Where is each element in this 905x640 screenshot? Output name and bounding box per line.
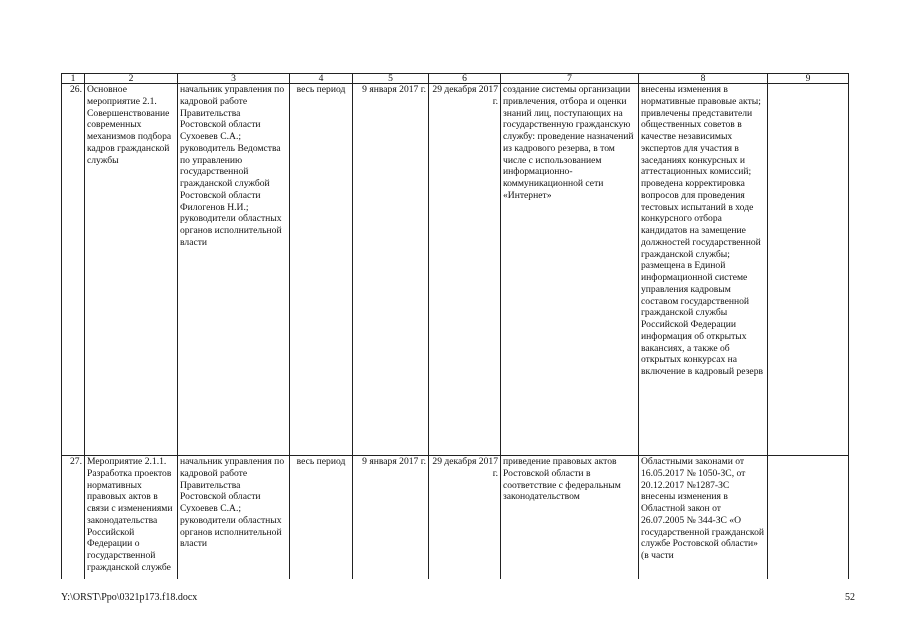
period-cell: весь период <box>290 456 353 580</box>
row-number: 26. <box>62 84 85 456</box>
executor-cell: начальник управления по кадровой работе Правительства Ростовской области Сухоевев С.А.; руководитель Ведомства по управлению государственной гражданской службой Ростовской области Филогенов Н.И.; руководители областных органов исполнительной власти <box>178 84 290 456</box>
column-number: 3 <box>178 74 290 84</box>
actual-result-cell: Областными законами от 16.05.2017 № 1050-ЗС, от 20.12.2017 №1287-ЗС внесены изменения в Областной закон от 26.07.2005 № 344-ЗС «О государственной гражданской службе Ростовской области» (в части <box>639 456 768 580</box>
report-table <box>61 73 849 579</box>
column-number: 7 <box>501 74 639 84</box>
column-number: 4 <box>290 74 353 84</box>
table-row <box>62 84 849 456</box>
column-number: 2 <box>85 74 178 84</box>
row-number: 27. <box>62 456 85 580</box>
period-cell: весь период <box>290 84 353 456</box>
column-number-row <box>62 74 849 84</box>
page-number: 52 <box>845 592 855 603</box>
column-number: 1 <box>62 74 85 84</box>
column-number: 9 <box>768 74 849 84</box>
actual-result-cell: внесены изменения в нормативные правовые акты; привлечены представители общественных советов в качестве независимых экспертов для участия в заседаниях конкурсных и аттестационных комиссий; проведена корректировка вопросов для проведения тестовых испытаний в ходе конкурсного отбора кандидатов на замещение должностей государственной гражданской службы; размещена в Единой информационной системе управления кадровым составом государственной гражданской службы Российской Федерации информация об открытых вакансиях, а также об открытых конкурсах на включение в кадровый резерв <box>639 84 768 456</box>
executor-cell: начальник управления по кадровой работе Правительства Ростовской области Сухоевев С.А.; руководители областных органов исполнительной власти <box>178 456 290 580</box>
column-number: 5 <box>353 74 429 84</box>
start-date-cell: 9 января 2017 г. <box>353 456 429 580</box>
table-row <box>62 456 849 580</box>
start-date-cell: 9 января 2017 г. <box>353 84 429 456</box>
expected-result-cell: приведение правовых актов Ростовской области в соответствие с федеральным законодательством <box>501 456 639 580</box>
column-number: 8 <box>639 74 768 84</box>
expected-result-cell: создание системы организации привлечения, отбора и оценки знаний лиц, поступающих на государственную гражданскую службу: проведение назначений из кадрового резерва, в том числе с использованием информационно- коммуникационной сети «Интернет» <box>501 84 639 456</box>
footer-file-path: Y:\ORST\Ppo\0321p173.f18.docx <box>61 592 198 603</box>
end-date-cell: 29 декабря 2017 г. <box>429 456 501 580</box>
activity-name-cell: Мероприятие 2.1.1. Разработка проектов нормативных правовых актов в связи с изменениями законодательства Российской Федерации о государственной гражданской службе <box>85 456 178 580</box>
activity-name-cell: Основное мероприятие 2.1. Совершенствование современных механизмов подбора кадров гражданской службы <box>85 84 178 456</box>
end-date-cell: 29 декабря 2017 г. <box>429 84 501 456</box>
note-cell <box>768 456 849 580</box>
note-cell <box>768 84 849 456</box>
column-number: 6 <box>429 74 501 84</box>
